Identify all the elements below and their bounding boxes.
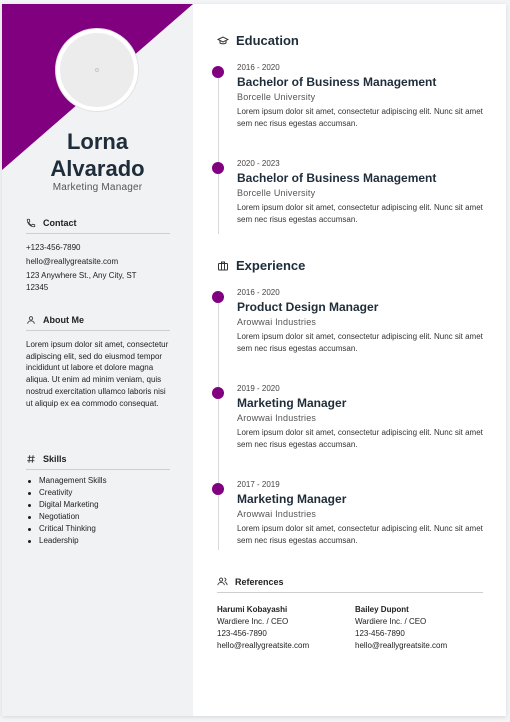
entry-title: Product Design Manager xyxy=(237,300,379,314)
photo-center-dot xyxy=(95,68,99,72)
reference-name: Bailey Dupont xyxy=(355,605,409,614)
about-heading xyxy=(26,315,170,331)
entry-title: Marketing Manager xyxy=(237,492,347,506)
user-icon xyxy=(26,315,36,325)
contact-section xyxy=(26,218,170,293)
reference-entry xyxy=(355,604,447,652)
entry-date: 2019 - 2020 xyxy=(237,384,280,393)
entry-title: Marketing Manager xyxy=(237,396,347,410)
entry-title: Bachelor of Business Management xyxy=(237,75,437,89)
profile-name xyxy=(2,128,193,182)
entry-org: Arowwai Industries xyxy=(237,509,317,519)
sidebar xyxy=(2,4,193,716)
contact-address-line1: 123 Anywhere St., Any City, ST xyxy=(26,271,137,280)
entry-description: Lorem ipsum dolor sit amet, consectetur adipiscing elit. Nunc sit amet sem nec risus egestas accumsan. xyxy=(237,203,483,224)
resume-page xyxy=(2,4,506,716)
education-heading xyxy=(217,33,299,48)
entry-org: Arowwai Industries xyxy=(237,317,317,327)
about-text: Lorem ipsum dolor sit amet, consectetur adipiscing elit, sed do eiusmod tempor incididunt ut labore et dolore magna aliqua. Ut enim ad minim veniam, quis nostrud exercitation ullamco laboris nisi ut aliquip ex ea commodo consequat. xyxy=(26,340,169,408)
contact-heading-label: Contact xyxy=(43,218,77,228)
skill-item: Critical Thinking xyxy=(26,523,170,535)
users-icon xyxy=(217,576,228,587)
reference-email: hello@reallygreatsite.com xyxy=(355,641,448,650)
entry-date: 2017 - 2019 xyxy=(237,480,280,489)
experience-heading-label: Experience xyxy=(236,258,306,273)
skills-list xyxy=(26,475,170,547)
skill-item: Management Skills xyxy=(26,475,170,487)
education-timeline-line xyxy=(218,74,219,234)
skills-heading xyxy=(26,454,170,470)
skill-item: Creativity xyxy=(26,487,170,499)
profile-photo-placeholder xyxy=(56,29,138,111)
phone-icon xyxy=(26,218,36,228)
first-name: Lorna xyxy=(66,129,129,154)
experience-entry xyxy=(237,288,487,355)
contact-phone: +123-456-7890 xyxy=(26,243,81,252)
about-heading-label: About Me xyxy=(43,315,84,325)
contact-address-line2: 12345 xyxy=(26,282,49,292)
entry-description: Lorem ipsum dolor sit amet, consectetur adipiscing elit. Nunc sit amet sem nec risus egestas accumsan. xyxy=(237,332,483,353)
entry-org: Borcelle University xyxy=(237,92,316,102)
education-entry xyxy=(237,63,487,130)
reference-name: Harumi Kobayashi xyxy=(217,605,288,614)
education-heading-label: Education xyxy=(236,33,299,48)
entry-org: Borcelle University xyxy=(237,188,316,198)
contact-address xyxy=(26,270,170,293)
briefcase-icon xyxy=(217,260,229,272)
reference-entry xyxy=(217,604,309,652)
entry-date: 2016 - 2020 xyxy=(237,63,280,72)
skill-item: Leadership xyxy=(26,535,170,547)
timeline-dot xyxy=(212,483,224,495)
profile-role: Marketing Manager xyxy=(52,182,143,193)
last-name: Alvarado xyxy=(50,156,145,181)
timeline-dot xyxy=(212,387,224,399)
reference-phone: 123-456-7890 xyxy=(355,629,405,638)
education-entry xyxy=(237,159,487,226)
timeline-dot xyxy=(212,291,224,303)
graduation-cap-icon xyxy=(217,35,229,47)
references-heading xyxy=(217,576,483,593)
reference-company: Wardiere Inc. / CEO xyxy=(355,617,427,626)
hash-icon xyxy=(26,454,36,464)
entry-title: Bachelor of Business Management xyxy=(237,171,437,185)
experience-entry xyxy=(237,480,487,547)
entry-date: 2016 - 2020 xyxy=(237,288,280,297)
experience-entry xyxy=(237,384,487,451)
reference-email: hello@reallygreatsite.com xyxy=(217,641,310,650)
reference-company: Wardiere Inc. / CEO xyxy=(217,617,289,626)
skill-item: Digital Marketing xyxy=(26,499,170,511)
entry-description: Lorem ipsum dolor sit amet, consectetur adipiscing elit. Nunc sit amet sem nec risus egestas accumsan. xyxy=(237,428,483,449)
skills-section xyxy=(26,454,170,547)
entry-description: Lorem ipsum dolor sit amet, consectetur adipiscing elit. Nunc sit amet sem nec risus egestas accumsan. xyxy=(237,107,483,128)
timeline-dot xyxy=(212,66,224,78)
experience-timeline-line xyxy=(218,294,219,550)
about-section xyxy=(26,315,170,409)
skill-item: Negotiation xyxy=(26,511,170,523)
entry-org: Arowwai Industries xyxy=(237,413,317,423)
skills-heading-label: Skills xyxy=(43,454,67,464)
references-heading-label: References xyxy=(235,576,284,587)
experience-heading xyxy=(217,258,305,273)
entry-description: Lorem ipsum dolor sit amet, consectetur adipiscing elit. Nunc sit amet sem nec risus egestas accumsan. xyxy=(237,524,483,545)
contact-email: hello@reallygreatsite.com xyxy=(26,257,119,266)
timeline-dot xyxy=(212,162,224,174)
entry-date: 2020 - 2023 xyxy=(237,159,280,168)
reference-phone: 123-456-7890 xyxy=(217,629,267,638)
contact-heading xyxy=(26,218,170,234)
main-column xyxy=(193,4,506,716)
contact-details xyxy=(26,242,170,293)
